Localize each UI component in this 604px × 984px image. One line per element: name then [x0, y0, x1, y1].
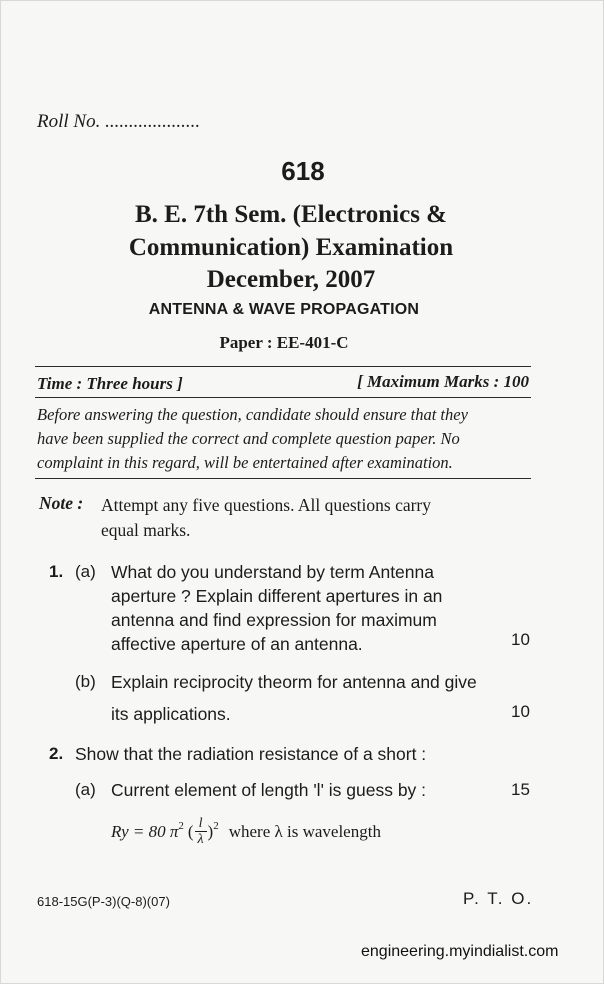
formula-denominator: λ	[197, 832, 204, 847]
formula-exponent: 2	[213, 819, 219, 832]
question-line: its applications.	[111, 704, 231, 724]
instruction-line: Before answering the question, candidate should ensure that they	[37, 405, 468, 424]
question-2a-label: (a)	[75, 780, 96, 799]
question-2-number: 2.	[49, 744, 64, 763]
time-allowed: Time : Three hours ]	[37, 374, 183, 393]
radiation-resistance-formula: Ry = 80 π $^2$ ( $\frac{l}{\lambda}$ ) $^2$ where λ is wavelength	[111, 816, 381, 847]
exam-title-line-1: B. E. 7th Sem. (Electronics &	[134, 201, 447, 228]
question-2-stem: Show that the radiation resistance of a short :	[75, 744, 427, 764]
instruction-line: complaint in this regard, will be entertained after examination.	[37, 453, 453, 472]
paper-code: 618	[281, 156, 325, 186]
formula-description: where λ is wavelength	[228, 821, 381, 841]
formula-fraction	[195, 816, 207, 847]
question-2a-text: Current element of length 'l' is guess by :	[111, 780, 427, 800]
question-1-number: 1.	[49, 562, 64, 581]
candidate-instructions	[37, 403, 531, 475]
print-code: 618-15G(P-3)(Q-8)(07)	[37, 894, 170, 909]
source-watermark: engineering.myindialist.com	[361, 943, 559, 960]
formula-numerator: l	[198, 816, 203, 831]
formula-lhs: Ry = 80 π	[111, 821, 179, 841]
question-line: antenna and find expression for maximum	[111, 610, 437, 630]
subject-title: ANTENNA & WAVE PROPAGATION	[148, 301, 420, 318]
question-1a-text	[111, 560, 531, 656]
question-2a-marks: 15	[511, 780, 530, 799]
top-divider	[35, 366, 531, 367]
note-label: Note :	[39, 493, 84, 513]
maximum-marks: [ Maximum Marks : 100	[357, 372, 529, 391]
instruction-line: have been supplied the correct and complete question paper. No	[37, 429, 460, 448]
instructions-divider	[35, 478, 531, 479]
formula-exponent: 2	[178, 819, 184, 832]
question-line: aperture ? Explain different apertures in an	[111, 586, 443, 606]
question-1b-label: (b)	[75, 672, 96, 691]
note-text	[101, 493, 531, 543]
question-line: What do you understand by term Antenna	[111, 562, 434, 582]
question-line: affective aperture of an antenna.	[111, 634, 363, 654]
please-turn-over: P. T. O.	[463, 889, 534, 908]
question-1a-marks: 10	[511, 630, 530, 649]
note-line: Attempt any five questions. All questions carry	[101, 495, 432, 515]
question-1a-label: (a)	[75, 562, 96, 581]
exam-date: December, 2007	[206, 266, 376, 293]
meta-divider	[35, 397, 531, 398]
paper-number: Paper : EE-401-C	[219, 333, 349, 352]
roll-number-line: Roll No. ....................	[37, 111, 201, 132]
question-1b-text	[111, 670, 531, 726]
question-1b-marks: 10	[511, 702, 530, 721]
question-line: Explain reciprocity theorm for antenna and give	[111, 672, 477, 692]
exam-title-line-2: Communication) Examination	[128, 234, 454, 261]
note-line: equal marks.	[101, 520, 191, 540]
